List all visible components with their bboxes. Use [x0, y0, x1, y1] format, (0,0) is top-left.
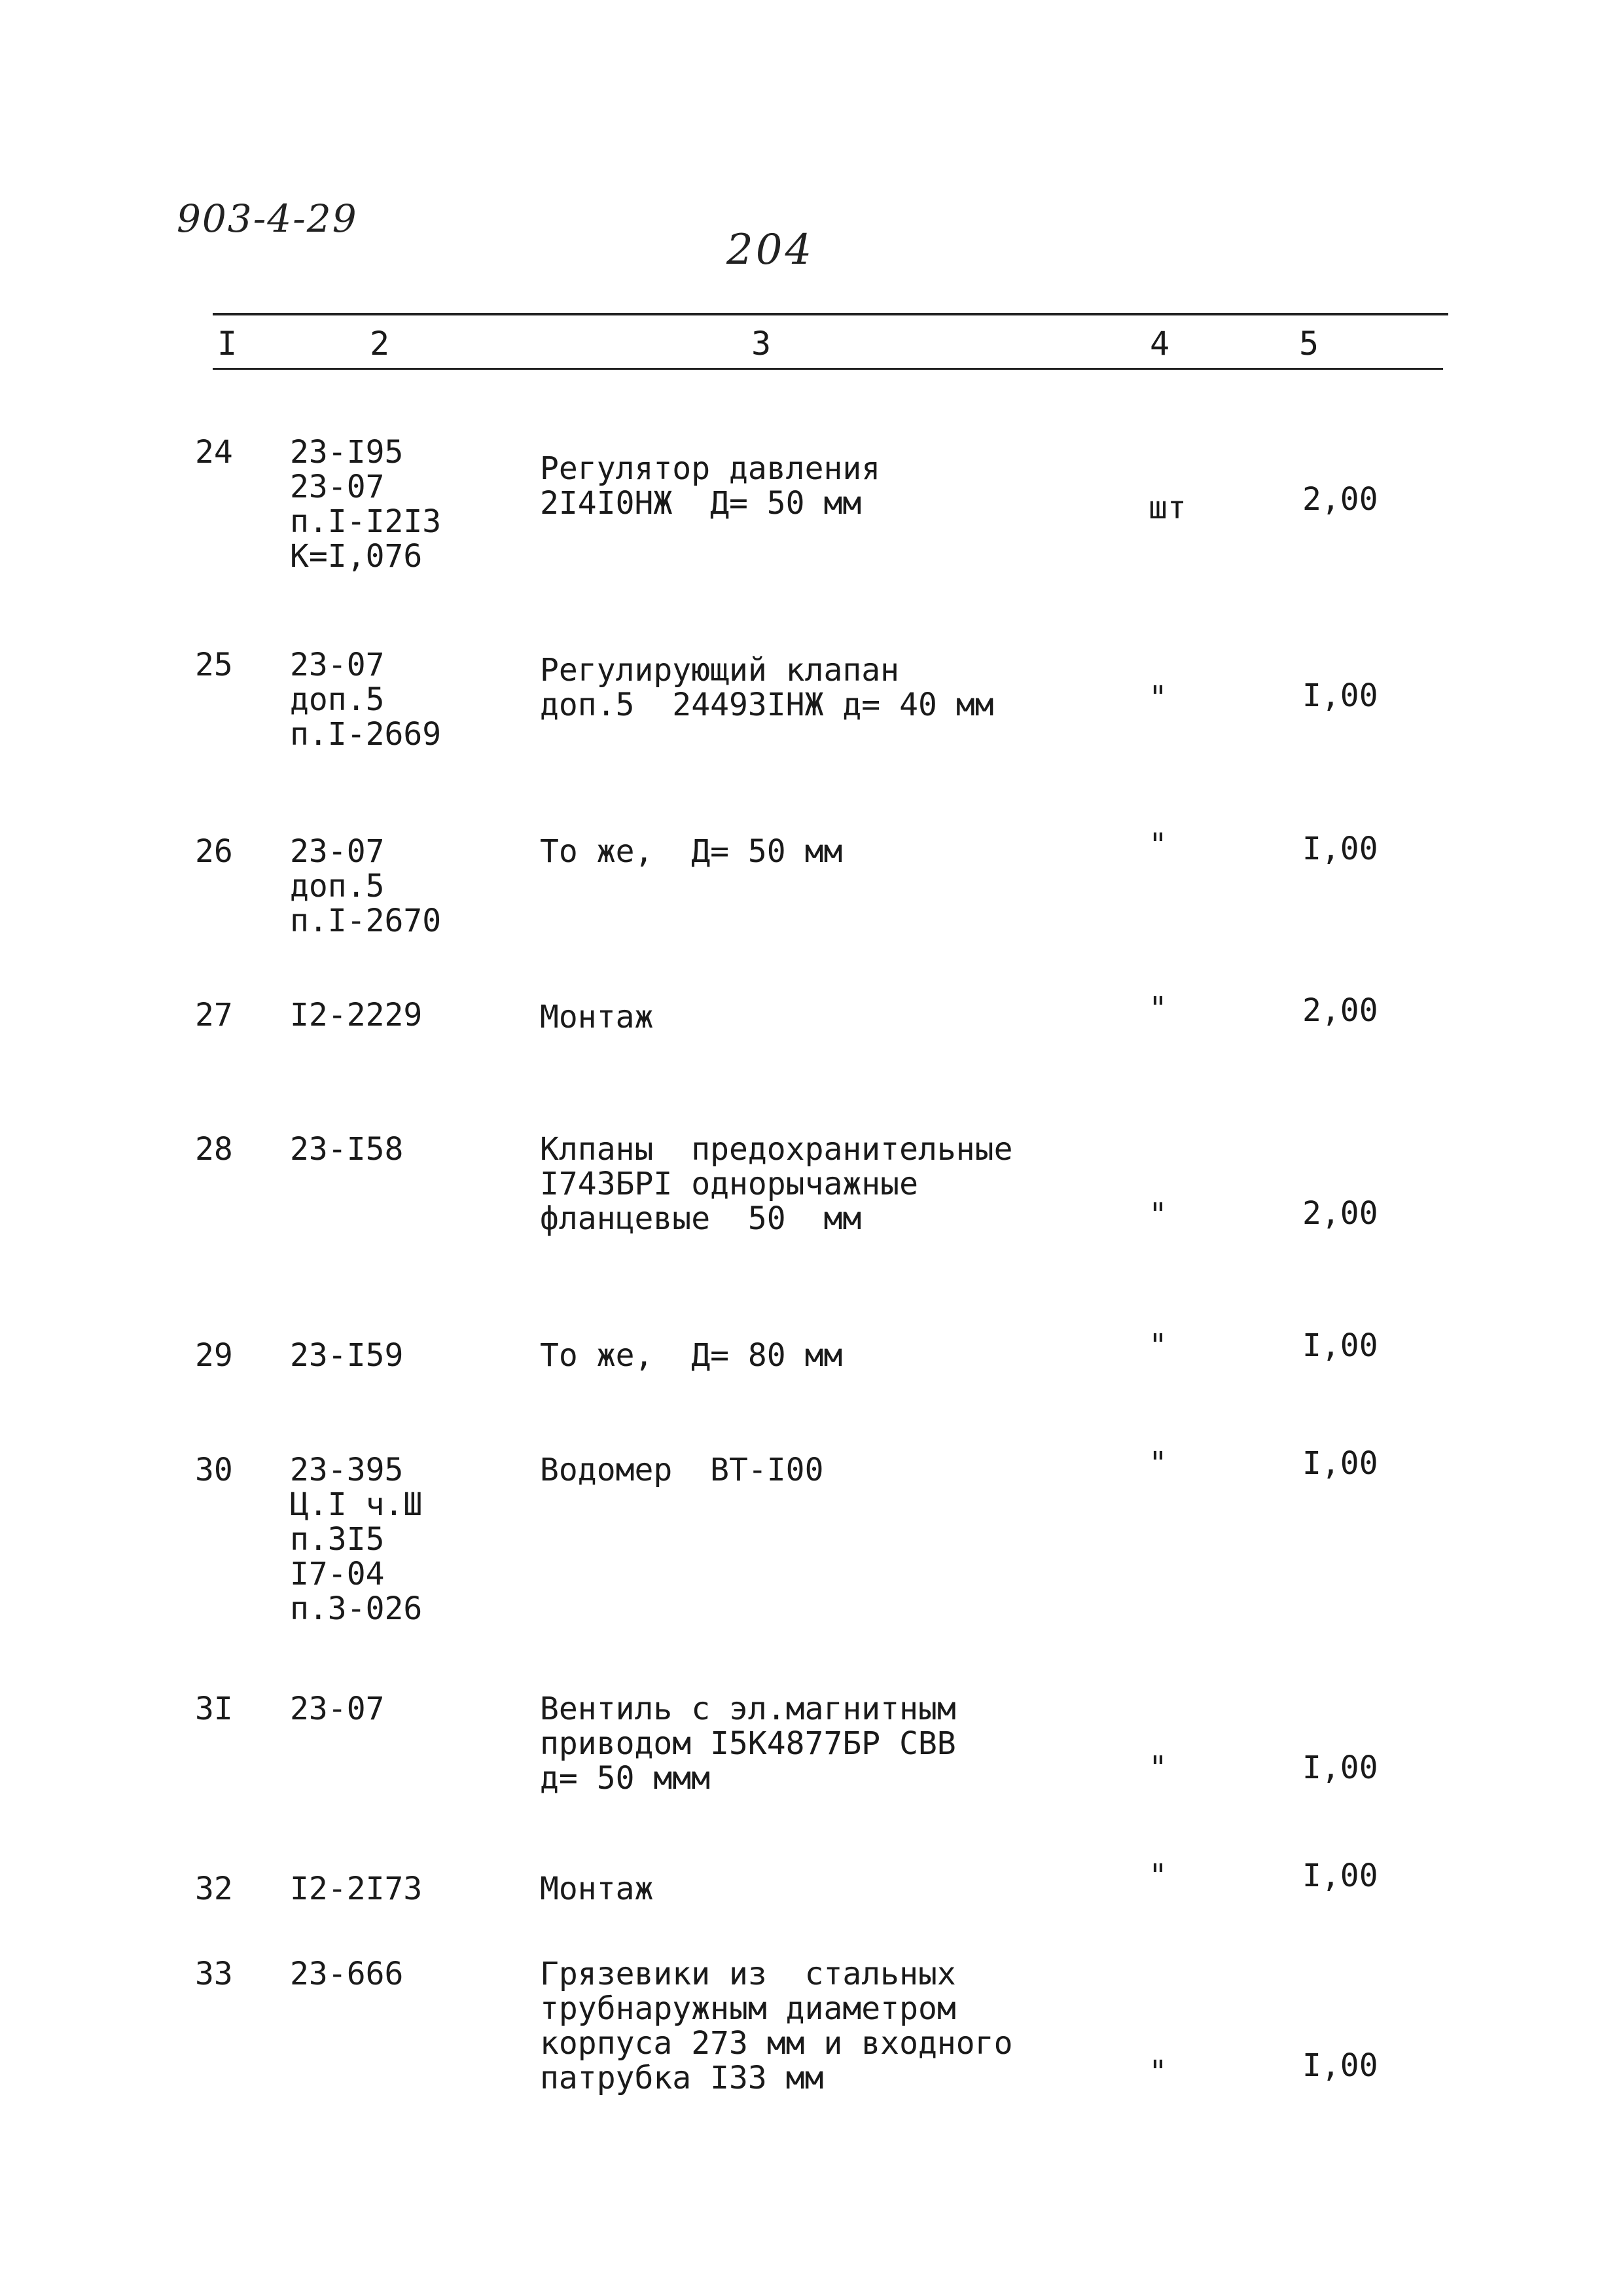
- description-line: Вентиль с эл.магнитным: [540, 1691, 956, 1727]
- item-description: [540, 1453, 823, 1488]
- normative-code: [290, 1692, 385, 1727]
- description-line: То же, Д= 50 мм: [540, 833, 843, 870]
- quantity: I,00: [1302, 831, 1378, 867]
- description-line: доп.5 24493IНЖ д= 40 мм: [540, 687, 994, 723]
- item-description: [540, 452, 880, 521]
- normative-code: [290, 834, 441, 939]
- description-line: Регулирующий клапан: [540, 652, 900, 689]
- code-line: Ц.I ч.Ш: [290, 1486, 423, 1523]
- item-description: [540, 653, 994, 723]
- item-description: [540, 1957, 1012, 2096]
- description-line: фланцевые 50 мм: [540, 1200, 862, 1237]
- quantity: I,00: [1302, 1857, 1378, 1894]
- row-number: 24: [195, 434, 233, 471]
- description-line: Регулятор давления: [540, 450, 881, 487]
- code-line: 23-I58: [290, 1131, 404, 1168]
- unit: шт: [1149, 490, 1186, 526]
- description-line: I743БРI однорычажные: [540, 1166, 918, 1202]
- description-line: патрубка I33 мм: [540, 2060, 824, 2096]
- quantity: I,00: [1302, 1445, 1378, 1482]
- column-header-3: 3: [751, 325, 772, 363]
- unit: ": [1149, 1327, 1168, 1364]
- unit: ": [1149, 1445, 1168, 1482]
- page-number: 204: [726, 226, 815, 274]
- row-number: 30: [195, 1452, 233, 1488]
- item-description: [540, 1000, 653, 1035]
- unit: ": [1149, 2054, 1168, 2090]
- row-number: 3I: [195, 1691, 233, 1727]
- quantity: 2,00: [1302, 1195, 1378, 1232]
- normative-code: [290, 1872, 422, 1907]
- code-line: I2-2229: [290, 997, 423, 1033]
- normative-code: [290, 648, 441, 752]
- description-line: То же, Д= 80 мм: [540, 1337, 843, 1374]
- row-number: 25: [195, 647, 233, 683]
- unit: ": [1149, 679, 1168, 716]
- code-line: п.3-026: [290, 1590, 423, 1627]
- item-description: [540, 1132, 1012, 1236]
- quantity: 2,00: [1302, 992, 1378, 1029]
- code-line: п.I-2669: [290, 716, 442, 753]
- column-header-5: 5: [1299, 325, 1319, 363]
- unit: ": [1149, 1196, 1168, 1233]
- code-line: 23-07: [290, 469, 385, 505]
- quantity: I,00: [1302, 677, 1378, 714]
- table-header-rule: [213, 368, 1443, 370]
- document-code: 903-4-29: [177, 196, 358, 241]
- item-description: [540, 834, 842, 869]
- description-line: трубнаружным диаметром: [540, 1990, 956, 2027]
- description-line: Клпаны предохранительные: [540, 1131, 1013, 1168]
- unit: ": [1149, 990, 1168, 1027]
- table-top-rule: [213, 313, 1448, 315]
- unit: ": [1149, 1749, 1168, 1786]
- code-line: п.I-2670: [290, 903, 442, 939]
- quantity: I,00: [1302, 1749, 1378, 1786]
- description-line: Грязевики из стальных: [540, 1956, 956, 1992]
- code-line: 23-07: [290, 1691, 385, 1727]
- normative-code: [290, 435, 441, 574]
- description-line: Монтаж: [540, 1871, 654, 1907]
- quantity: I,00: [1302, 2047, 1378, 2084]
- code-line: 23-07: [290, 647, 385, 683]
- unit: ": [1149, 1857, 1168, 1894]
- item-description: [540, 1338, 842, 1373]
- normative-code: [290, 1132, 403, 1167]
- normative-code: [290, 1338, 403, 1373]
- row-number: 26: [195, 833, 233, 870]
- code-line: доп.5: [290, 868, 385, 905]
- item-description: [540, 1872, 653, 1907]
- row-number: 33: [195, 1956, 233, 1992]
- code-line: 23-666: [290, 1956, 404, 1992]
- row-number: 29: [195, 1337, 233, 1374]
- code-line: I7-04: [290, 1556, 385, 1592]
- code-line: 23-I59: [290, 1337, 404, 1374]
- code-line: I2-2I73: [290, 1871, 423, 1907]
- code-line: п.I-I2I3: [290, 503, 442, 540]
- normative-code: [290, 998, 422, 1033]
- column-header-4: 4: [1150, 325, 1170, 363]
- code-line: К=I,076: [290, 538, 423, 575]
- code-line: 23-395: [290, 1452, 404, 1488]
- code-line: 23-I95: [290, 434, 404, 471]
- description-line: приводом I5К4877БР СВВ: [540, 1725, 956, 1762]
- quantity: 2,00: [1302, 481, 1378, 518]
- code-line: п.3I5: [290, 1521, 385, 1558]
- description-line: д= 50 ммм: [540, 1760, 711, 1797]
- unit: ": [1149, 827, 1168, 863]
- row-number: 27: [195, 997, 233, 1033]
- description-line: Монтаж: [540, 999, 654, 1035]
- code-line: доп.5: [290, 681, 385, 718]
- description-line: Водомер ВТ-I00: [540, 1452, 824, 1488]
- quantity: I,00: [1302, 1327, 1378, 1364]
- column-header-2: 2: [370, 325, 390, 363]
- column-header-1: I: [217, 325, 238, 363]
- row-number: 28: [195, 1131, 233, 1168]
- normative-code: [290, 1957, 403, 1992]
- row-number: 32: [195, 1871, 233, 1907]
- description-line: 2I4I0НЖ Д= 50 мм: [540, 485, 862, 522]
- code-line: 23-07: [290, 833, 385, 870]
- description-line: корпуса 273 мм и входного: [540, 2025, 1013, 2062]
- normative-code: [290, 1453, 422, 1626]
- item-description: [540, 1692, 956, 1796]
